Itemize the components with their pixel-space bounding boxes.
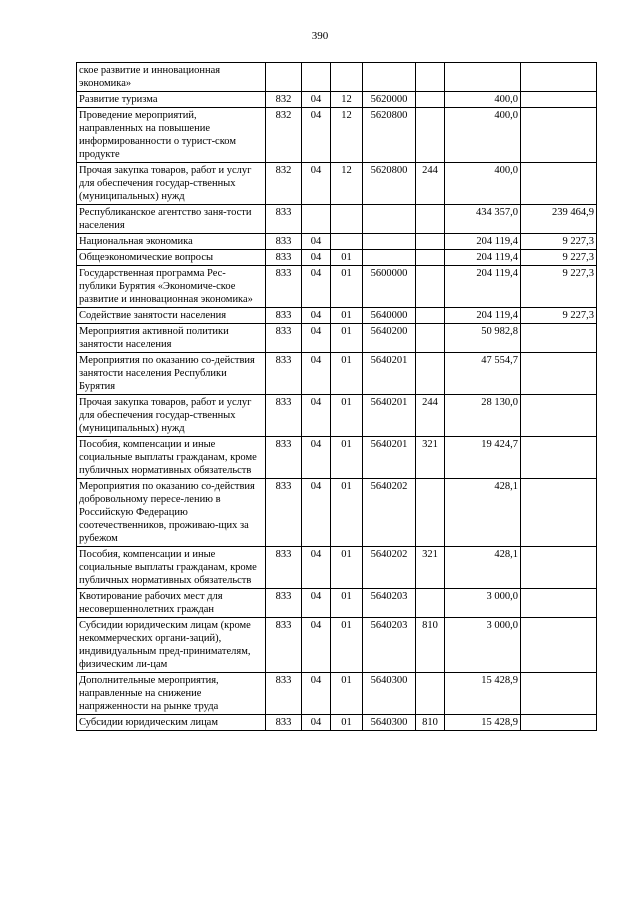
target-article-cell: 5640300 xyxy=(363,673,416,715)
row-name-cell: Прочая закупка товаров, работ и услуг для обеспечения государ-ственных (муниципальных) нужд xyxy=(77,395,266,437)
amount-secondary-cell xyxy=(521,92,597,108)
grbs-code-cell: 833 xyxy=(266,234,302,250)
target-article-cell: 5640000 xyxy=(363,308,416,324)
row-name-cell: Государственная программа Рес-публики Бурятия «Экономиче-ское развитие и инновационная экономика» xyxy=(77,266,266,308)
row-name-cell: ское развитие и инновационная экономика» xyxy=(77,63,266,92)
table-row xyxy=(77,618,597,673)
amount-cell: 204 119,4 xyxy=(445,308,521,324)
expense-type-cell: 810 xyxy=(416,618,445,673)
target-article-cell xyxy=(363,234,416,250)
grbs-code-cell: 833 xyxy=(266,353,302,395)
table-row xyxy=(77,324,597,353)
amount-secondary-cell: 9 227,3 xyxy=(521,250,597,266)
row-name-cell: Мероприятия по оказанию со-действия добровольному пересе-лению в Российскую Федерацию соотечественников, проживаю-щих за рубежом xyxy=(77,479,266,547)
subsection-code-cell xyxy=(331,63,363,92)
amount-secondary-cell xyxy=(521,715,597,731)
section-code-cell: 04 xyxy=(302,266,331,308)
table-row xyxy=(77,266,597,308)
amount-secondary-cell xyxy=(521,673,597,715)
subsection-code-cell: 01 xyxy=(331,437,363,479)
amount-secondary-cell: 9 227,3 xyxy=(521,234,597,250)
target-article-cell: 5640202 xyxy=(363,479,416,547)
expense-type-cell: 244 xyxy=(416,395,445,437)
target-article-cell: 5620000 xyxy=(363,92,416,108)
amount-secondary-cell xyxy=(521,547,597,589)
amount-cell: 428,1 xyxy=(445,547,521,589)
section-code-cell: 04 xyxy=(302,395,331,437)
section-code-cell: 04 xyxy=(302,589,331,618)
subsection-code-cell: 01 xyxy=(331,547,363,589)
expense-type-cell: 244 xyxy=(416,163,445,205)
row-name-cell: Общеэкономические вопросы xyxy=(77,250,266,266)
grbs-code-cell: 833 xyxy=(266,715,302,731)
row-name-cell: Пособия, компенсации и иные социальные выплаты гражданам, кроме публичных нормативных обязательств xyxy=(77,437,266,479)
grbs-code-cell: 833 xyxy=(266,479,302,547)
grbs-code-cell: 833 xyxy=(266,395,302,437)
row-name-cell: Проведение мероприятий, направленных на повышение информированности о турист-ском продукте xyxy=(77,108,266,163)
subsection-code-cell: 01 xyxy=(331,266,363,308)
amount-secondary-cell xyxy=(521,353,597,395)
table-row xyxy=(77,437,597,479)
subsection-code-cell: 01 xyxy=(331,324,363,353)
table-row xyxy=(77,673,597,715)
target-article-cell: 5640300 xyxy=(363,715,416,731)
expense-type-cell xyxy=(416,353,445,395)
table-row xyxy=(77,547,597,589)
table-row xyxy=(77,205,597,234)
target-article-cell: 5640201 xyxy=(363,395,416,437)
row-name-cell: Национальная экономика xyxy=(77,234,266,250)
grbs-code-cell: 832 xyxy=(266,92,302,108)
expense-type-cell xyxy=(416,205,445,234)
row-name-cell: Квотирование рабочих мест для несовершеннолетних граждан xyxy=(77,589,266,618)
table-row xyxy=(77,163,597,205)
target-article-cell: 5620800 xyxy=(363,163,416,205)
target-article-cell: 5600000 xyxy=(363,266,416,308)
expense-type-cell: 321 xyxy=(416,547,445,589)
grbs-code-cell: 832 xyxy=(266,108,302,163)
expense-type-cell xyxy=(416,673,445,715)
subsection-code-cell: 01 xyxy=(331,673,363,715)
grbs-code-cell: 833 xyxy=(266,308,302,324)
amount-cell: 15 428,9 xyxy=(445,673,521,715)
table-row xyxy=(77,234,597,250)
amount-secondary-cell: 9 227,3 xyxy=(521,266,597,308)
grbs-code-cell xyxy=(266,63,302,92)
row-name-cell: Мероприятия активной политики занятости населения xyxy=(77,324,266,353)
section-code-cell: 04 xyxy=(302,324,331,353)
amount-secondary-cell xyxy=(521,324,597,353)
row-name-cell: Дополнительные мероприятия, направленные на снижение напряженности на рынке труда xyxy=(77,673,266,715)
amount-secondary-cell xyxy=(521,108,597,163)
page-number: 390 xyxy=(311,30,329,42)
amount-cell: 434 357,0 xyxy=(445,205,521,234)
target-article-cell: 5640201 xyxy=(363,353,416,395)
expense-type-cell xyxy=(416,479,445,547)
target-article-cell: 5640203 xyxy=(363,589,416,618)
subsection-code-cell: 12 xyxy=(331,92,363,108)
grbs-code-cell: 833 xyxy=(266,673,302,715)
table-row xyxy=(77,250,597,266)
subsection-code-cell: 01 xyxy=(331,308,363,324)
subsection-code-cell: 01 xyxy=(331,250,363,266)
table-row xyxy=(77,92,597,108)
subsection-code-cell: 01 xyxy=(331,353,363,395)
expense-type-cell xyxy=(416,234,445,250)
amount-secondary-cell xyxy=(521,163,597,205)
amount-cell: 15 428,9 xyxy=(445,715,521,731)
amount-cell: 3 000,0 xyxy=(445,589,521,618)
section-code-cell: 04 xyxy=(302,437,331,479)
amount-secondary-cell xyxy=(521,479,597,547)
grbs-code-cell: 833 xyxy=(266,250,302,266)
section-code-cell: 04 xyxy=(302,234,331,250)
expense-type-cell: 810 xyxy=(416,715,445,731)
amount-secondary-cell xyxy=(521,589,597,618)
subsection-code-cell xyxy=(331,234,363,250)
row-name-cell: Прочая закупка товаров, работ и услуг для обеспечения государ-ственных (муниципальных) нужд xyxy=(77,163,266,205)
section-code-cell: 04 xyxy=(302,353,331,395)
table-row xyxy=(77,715,597,731)
section-code-cell: 04 xyxy=(302,479,331,547)
section-code-cell: 04 xyxy=(302,547,331,589)
grbs-code-cell: 833 xyxy=(266,547,302,589)
grbs-code-cell: 833 xyxy=(266,324,302,353)
table-row xyxy=(77,108,597,163)
subsection-code-cell: 12 xyxy=(331,108,363,163)
subsection-code-cell: 01 xyxy=(331,715,363,731)
grbs-code-cell: 833 xyxy=(266,589,302,618)
expense-type-cell xyxy=(416,108,445,163)
section-code-cell: 04 xyxy=(302,92,331,108)
amount-cell: 204 119,4 xyxy=(445,250,521,266)
target-article-cell xyxy=(363,63,416,92)
amount-secondary-cell: 239 464,9 xyxy=(521,205,597,234)
grbs-code-cell: 832 xyxy=(266,163,302,205)
amount-cell: 400,0 xyxy=(445,92,521,108)
budget-table xyxy=(76,62,597,731)
grbs-code-cell: 833 xyxy=(266,437,302,479)
amount-cell: 3 000,0 xyxy=(445,618,521,673)
table-row xyxy=(77,589,597,618)
subsection-code-cell: 01 xyxy=(331,618,363,673)
amount-secondary-cell xyxy=(521,63,597,92)
amount-secondary-cell: 9 227,3 xyxy=(521,308,597,324)
row-name-cell: Содействие занятости населения xyxy=(77,308,266,324)
target-article-cell xyxy=(363,250,416,266)
expense-type-cell xyxy=(416,92,445,108)
subsection-code-cell: 01 xyxy=(331,589,363,618)
amount-cell: 400,0 xyxy=(445,163,521,205)
amount-cell: 428,1 xyxy=(445,479,521,547)
expense-type-cell xyxy=(416,63,445,92)
table-row xyxy=(77,353,597,395)
expense-type-cell xyxy=(416,308,445,324)
amount-cell: 204 119,4 xyxy=(445,234,521,250)
amount-cell: 19 424,7 xyxy=(445,437,521,479)
amount-cell: 28 130,0 xyxy=(445,395,521,437)
subsection-code-cell: 12 xyxy=(331,163,363,205)
target-article-cell: 5620800 xyxy=(363,108,416,163)
expense-type-cell xyxy=(416,266,445,308)
row-name-cell: Пособия, компенсации и иные социальные выплаты гражданам, кроме публичных нормативных обязательств xyxy=(77,547,266,589)
amount-cell: 204 119,4 xyxy=(445,266,521,308)
subsection-code-cell xyxy=(331,205,363,234)
expense-type-cell xyxy=(416,250,445,266)
section-code-cell xyxy=(302,63,331,92)
amount-cell: 47 554,7 xyxy=(445,353,521,395)
section-code-cell xyxy=(302,205,331,234)
expense-type-cell: 321 xyxy=(416,437,445,479)
target-article-cell: 5640200 xyxy=(363,324,416,353)
expense-type-cell xyxy=(416,589,445,618)
subsection-code-cell: 01 xyxy=(331,479,363,547)
subsection-code-cell: 01 xyxy=(331,395,363,437)
section-code-cell: 04 xyxy=(302,618,331,673)
row-name-cell: Развитие туризма xyxy=(77,92,266,108)
amount-secondary-cell xyxy=(521,437,597,479)
table-row xyxy=(77,308,597,324)
target-article-cell: 5640203 xyxy=(363,618,416,673)
amount-secondary-cell xyxy=(521,618,597,673)
target-article-cell: 5640202 xyxy=(363,547,416,589)
amount-secondary-cell xyxy=(521,395,597,437)
table-row xyxy=(77,479,597,547)
target-article-cell xyxy=(363,205,416,234)
amount-cell xyxy=(445,63,521,92)
grbs-code-cell: 833 xyxy=(266,205,302,234)
section-code-cell: 04 xyxy=(302,108,331,163)
row-name-cell: Субсидии юридическим лицам xyxy=(77,715,266,731)
grbs-code-cell: 833 xyxy=(266,618,302,673)
section-code-cell: 04 xyxy=(302,163,331,205)
expense-type-cell xyxy=(416,324,445,353)
table-row xyxy=(77,395,597,437)
section-code-cell: 04 xyxy=(302,308,331,324)
section-code-cell: 04 xyxy=(302,250,331,266)
amount-cell: 400,0 xyxy=(445,108,521,163)
section-code-cell: 04 xyxy=(302,673,331,715)
row-name-cell: Мероприятия по оказанию со-действия занятости населения Республики Бурятия xyxy=(77,353,266,395)
row-name-cell: Республиканское агентство заня-тости населения xyxy=(77,205,266,234)
target-article-cell: 5640201 xyxy=(363,437,416,479)
section-code-cell: 04 xyxy=(302,715,331,731)
table-body xyxy=(77,63,597,731)
grbs-code-cell: 833 xyxy=(266,266,302,308)
amount-cell: 50 982,8 xyxy=(445,324,521,353)
table-row xyxy=(77,63,597,92)
row-name-cell: Субсидии юридическим лицам (кроме некоммерческих органи-заций), индивидуальным пред-принимателям, физическим ли-цам xyxy=(77,618,266,673)
